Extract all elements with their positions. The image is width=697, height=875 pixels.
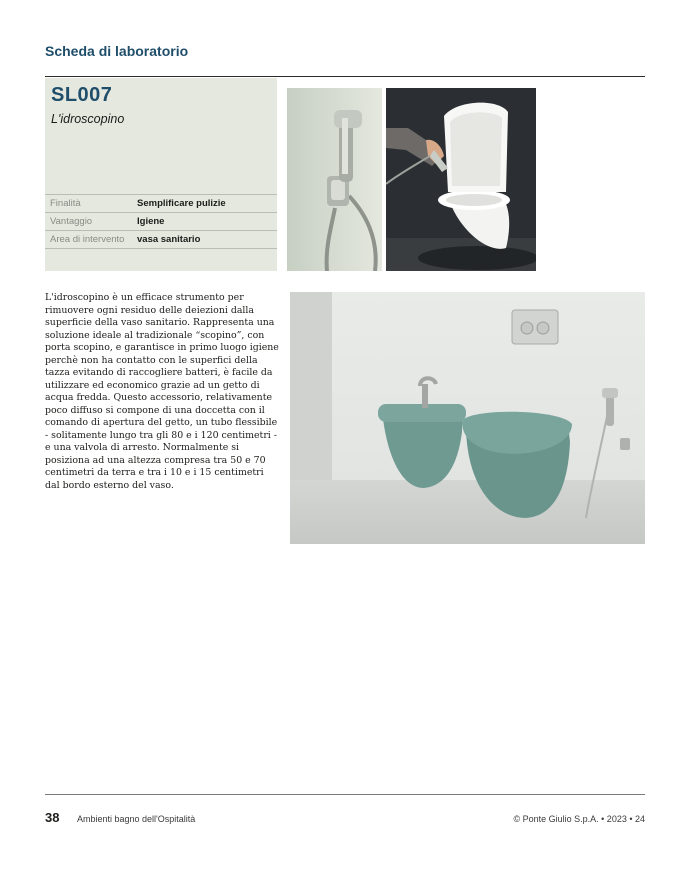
copyright: © Ponte Giulio S.p.A. • 2023 • 24: [513, 814, 645, 824]
spec-value: Igiene: [137, 216, 165, 227]
top-rule: [45, 76, 645, 77]
spec-key: Area di intervento: [50, 234, 125, 245]
hand-holding-shower-over-toilet-photo: [386, 88, 536, 271]
product-card: [45, 78, 277, 271]
body-text: L'idroscopino è un efficace strumento per rimuovere ogni residuo delle deiezioni dalla superficie della vaso sanitario. Rappresenta una soluzione ideale al tradizionale “scopino”, con porta scopino, e garantisce in primo luogo igiene perchè non ha contatto con le superfici della tazza evitando di raccogliere batteri, è facile da utilizzare ed economico grazie ad un getto di acqua fredda. Questo accessorio, relativamente poco diffuso si compone di una doccetta con il comando di apertura del getto, un tubo flessibile - solitamente lungo tra gli 80 e i 120 centimetri - e una valvola di arresto. Normalmente si posiziona ad una altezza compresa tra 50 e 70 centimetri da terra e tra i 10 e i 15 centimetri dal bordo esterno del vaso.: [45, 292, 279, 491]
green-bidet-and-toilet-with-shower-photo: [290, 292, 645, 544]
spec-value: vasa sanitario: [137, 234, 201, 245]
footer: [45, 810, 645, 826]
spec-row: [45, 194, 277, 212]
spec-row: [45, 212, 277, 230]
spec-key: Finalità: [50, 198, 81, 209]
spec-table: [45, 194, 277, 249]
bottom-rule: [45, 794, 645, 795]
publication-title: Ambienti bagno dell'Ospitalità: [77, 814, 196, 824]
spec-key: Vantaggio: [50, 216, 93, 227]
product-name: L'idroscopino: [51, 112, 125, 126]
spec-value: Semplificare pulizie: [137, 198, 226, 209]
product-code: SL007: [51, 84, 113, 106]
section-label: Scheda di laboratorio: [45, 43, 189, 59]
spec-row: [45, 230, 277, 249]
wall-mounted-hand-shower-photo: [287, 88, 382, 271]
page-number: 38: [45, 810, 60, 825]
